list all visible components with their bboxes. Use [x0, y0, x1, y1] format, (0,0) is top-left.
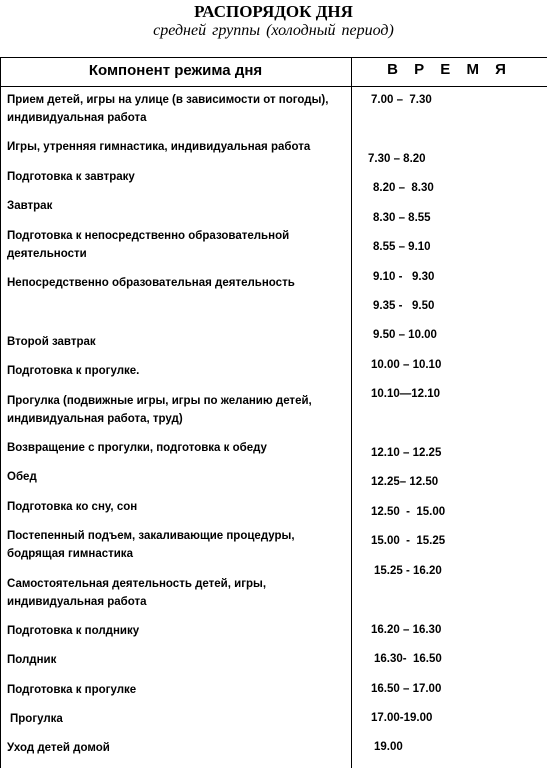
activity-line: Уход детей домой — [7, 742, 110, 754]
column-divider — [351, 57, 352, 768]
activity-line: Подготовка к завтраку — [7, 171, 135, 183]
time-value: 16.50 – 17.00 — [371, 683, 442, 695]
header-divider — [0, 86, 547, 87]
time-value: 9.10 - 9.30 — [373, 271, 435, 283]
activity-line: Завтрак — [7, 200, 53, 212]
activity-line: Игры, утренняя гимнастика, индивидуальная работа — [7, 141, 311, 153]
activity-line: Подготовка к непосредственно образовательной — [7, 230, 290, 242]
activity-line: Подготовка ко сну, сон — [7, 501, 138, 513]
activity-line: Прогулка (подвижные игры, игры по желанию детей, — [7, 395, 312, 407]
time-value: 9.35 - 9.50 — [373, 300, 435, 312]
time-value: 16.30- 16.50 — [374, 653, 442, 665]
time-value: 17.00-19.00 — [371, 712, 433, 724]
activity-line: индивидуальная работа — [7, 112, 147, 124]
time-value: 16.20 – 16.30 — [371, 624, 442, 636]
page-subtitle: средней группы (холодный период) — [153, 22, 394, 39]
column-header-activity: Компонент режима дня — [88, 62, 263, 79]
activity-line: бодрящая гимнастика — [7, 548, 133, 560]
activity-line: Прогулка — [10, 713, 63, 725]
time-value: 10.00 – 10.10 — [371, 359, 442, 371]
activity-line: индивидуальная работа — [7, 596, 147, 608]
time-value: 8.55 – 9.10 — [373, 241, 431, 253]
activity-line: Обед — [7, 471, 37, 483]
time-value: 15.25 - 16.20 — [374, 565, 442, 577]
time-value: 12.25– 12.50 — [371, 476, 439, 488]
activity-line: Второй завтрак — [7, 336, 96, 348]
activity-line: деятельности — [7, 248, 87, 260]
activity-line: Полдник — [7, 654, 57, 666]
time-value: 7.30 – 8.20 — [368, 153, 426, 165]
activity-line: индивидуальная работа, труд) — [7, 413, 183, 425]
time-value: 19.00 — [374, 741, 403, 753]
time-value: 7.00 – 7.30 — [371, 94, 432, 106]
time-value: 12.50 - 15.00 — [371, 506, 446, 518]
activity-line: Постепенный подъем, закаливающие процедуры, — [7, 530, 295, 542]
activity-line: Подготовка к прогулке — [7, 684, 137, 696]
time-value: 8.20 – 8.30 — [373, 182, 434, 194]
column-header-time: В Р Е М Я — [387, 61, 512, 78]
activity-line: Самостоятельная деятельность детей, игры, — [7, 578, 267, 590]
time-value: 12.10 – 12.25 — [371, 447, 442, 459]
activity-line: Подготовка к полднику — [7, 625, 140, 637]
activity-line: Подготовка к прогулке. — [7, 365, 140, 377]
time-value: 9.50 – 10.00 — [373, 329, 437, 341]
page-title: РАСПОРЯДОК ДНЯ — [194, 2, 353, 21]
time-value: 8.30 – 8.55 — [373, 212, 431, 224]
activity-line: Возвращение с прогулки, подготовка к обеду — [7, 442, 267, 454]
time-value: 15.00 - 15.25 — [371, 535, 446, 547]
time-value: 10.10—12.10 — [371, 388, 441, 400]
activity-line: Прием детей, игры на улице (в зависимости от погоды), — [7, 94, 329, 106]
activity-line: Непосредственно образовательная деятельность — [7, 277, 295, 289]
